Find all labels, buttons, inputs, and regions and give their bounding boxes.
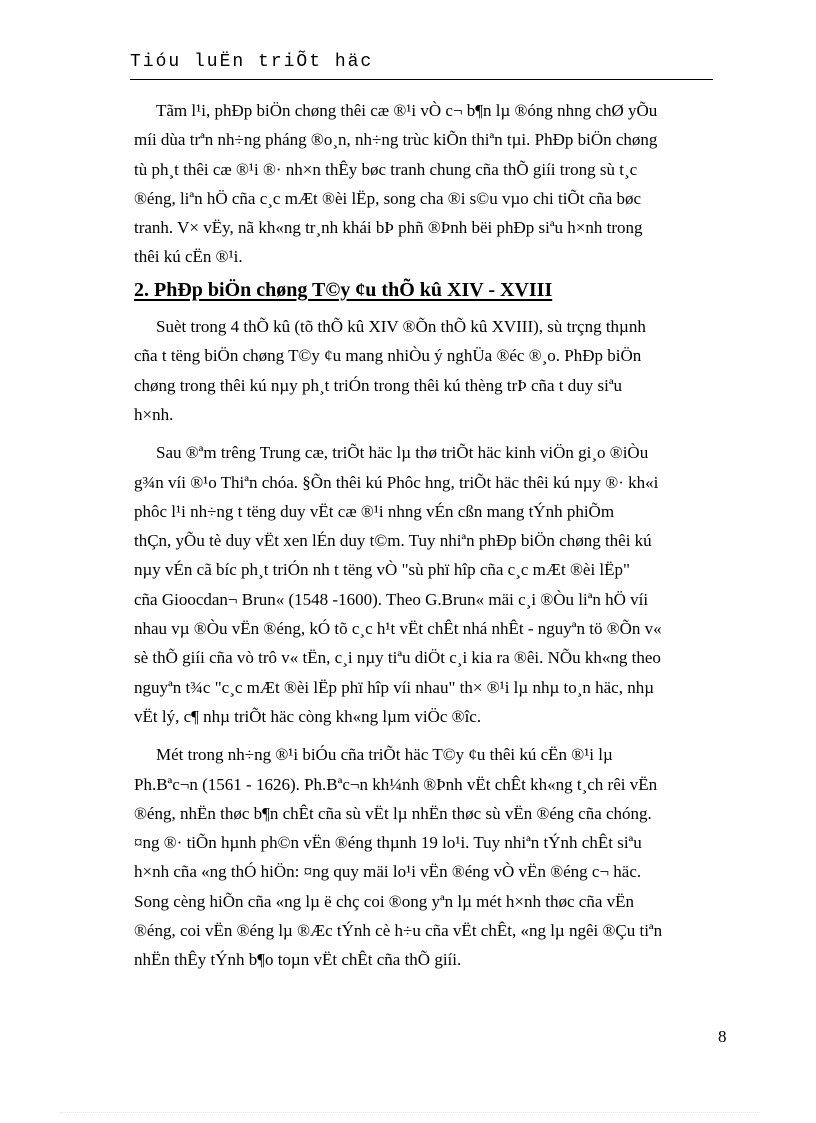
- section-heading: 2. PhÐp biÖn chøng T©y ¢u thÕ kû XIV - XVIII: [134, 278, 553, 301]
- paragraph: [134, 96, 724, 272]
- text-line: h×nh cña «ng thÓ hiÖn: ¤ng quy mäi lo¹i vËn ®éng vÒ vËn ®éng c¬ häc.: [134, 862, 642, 882]
- text-line: h×nh.: [134, 404, 174, 424]
- text-line: ®éng, liªn hÖ cña c¸c mÆt ®èi lËp, song cha ®i s©u vµo chi tiÕt cña bøc: [134, 188, 642, 208]
- text-line: sè thÕ giíi cña vò trô v« tËn, c¸i nµy tiªu diÖt c¸i kia ra ®êi. NÕu kh«ng theo: [134, 648, 661, 668]
- text-line: Tãm l¹i, phÐp biÖn chøng thêi cæ ®¹i vÒ c¬ b¶n lµ ®óng nhng chØ yÕu: [156, 101, 658, 120]
- header-rule: [130, 79, 713, 80]
- text-line: tù ph¸t thêi cæ ®¹i ®· nh×n thÊy bøc tranh chung cña thÕ giíi trong sù t¸c: [134, 159, 638, 179]
- text-line: g¾n víi ®¹o Thiªn chóa. §Õn thêi kú Phôc hng, triÕt häc thêi kú nµy ®· kh«i: [134, 472, 659, 492]
- text-line: chøng trong thêi kú nµy ph¸t triÓn trong thêi kú thèng trÞ cña t duy siªu: [134, 375, 623, 395]
- text-line: tranh. V× vËy, nã kh«ng tr¸nh khái bÞ phñ ®Þnh bëi phÐp siªu h×nh trong: [134, 218, 643, 238]
- text-line: ®éng, coi vËn ®éng lµ ®Æc tÝnh cè h÷u cña vËt chÊt, «ng lµ ngêi ®Çu tiªn: [134, 921, 663, 941]
- paragraph: [134, 740, 724, 974]
- text-line: nguyªn t¾c "c¸c mÆt ®èi lËp phï hîp víi nhau" th× ®¹i lµ nhµ to¸n häc, nhµ: [134, 677, 655, 697]
- page-number: 8: [718, 1027, 727, 1046]
- text-line: ¤ng ®· tiÕn hµnh ph©n vËn ®éng thµnh 19 lo¹i. Tuy nhiªn tÝnh chÊt siªu: [134, 833, 642, 853]
- bottom-divider: [60, 1112, 760, 1113]
- text-line: phôc l¹i nh÷ng t tëng duy vËt cæ ®¹i nhng vÉn cßn mang tÝnh phiÕm: [134, 501, 615, 521]
- text-line: míi dùa trªn nh÷ng pháng ®o¸n, nh÷ng trùc kiÕn thiªn tµi. PhÐp biÖn chøng: [134, 130, 658, 150]
- text-line: Ph.Bªc¬n (1561 - 1626). Ph.Bªc¬n kh¼nh ®Þnh vËt chÊt kh«ng t¸ch rêi vËn: [134, 774, 658, 794]
- text-line: cña Gioocdan¬ Brun« (1548 -1600). Theo G.Brun« mäi c¸i ®Òu liªn hÖ víi: [134, 589, 649, 609]
- text-line: Song cèng hiÕn cña «ng lµ ë chç coi ®ong yªn lµ mét h×nh thøc cña vËn: [134, 891, 635, 911]
- text-line: Mét trong nh÷ng ®¹i biÓu cña triÕt häc T©y ¢u thêi kú cËn ®¹i lµ: [156, 745, 613, 765]
- paragraph: [134, 438, 724, 731]
- text-line: thÇn, yÕu tè duy vËt xen lÉn duy t©m. Tuy nhiªn phÐp biÖn chøng thêi kú: [134, 531, 652, 551]
- body-text: [134, 96, 724, 975]
- text-line: vËt lý, c¶ nhµ triÕt häc còng kh«ng lµm viÖc ®îc.: [134, 706, 482, 726]
- text-line: ®éng, nhËn thøc b¶n chÊt cña sù vËt lµ nhËn thøc sù vËn ®éng cña chóng.: [134, 803, 652, 823]
- text-line: thêi kú cËn ®¹i.: [134, 247, 243, 267]
- running-header: Tióu luËn triÕt häc: [130, 52, 374, 72]
- text-line: nhau vµ ®Òu vËn ®éng, kÓ tõ c¸c h¹t vËt chÊt nhá nhÊt - nguyªn tö ®Õn v«: [134, 619, 662, 639]
- text-line: cña t tëng biÖn chøng T©y ¢u mang nhiÒu ý nghÜa ®éc ®¸o. PhÐp biÖn: [134, 346, 642, 366]
- paragraph: [134, 312, 724, 429]
- text-line: Suèt trong 4 thÕ kû (tõ thÕ kû XIV ®Õn thÕ kû XVIII), sù trçng thµnh: [156, 317, 646, 337]
- text-line: nµy vÉn cã bíc ph¸t triÓn nh t tëng vÒ "sù phï hîp cña c¸c mÆt ®èi lËp": [134, 560, 630, 580]
- text-line: nhËn thÊy tÝnh b¶o toµn vËt chÊt cña thÕ giíi.: [134, 950, 462, 970]
- text-line: Sau ®ªm trêng Trung cæ, triÕt häc lµ thø triÕt häc kinh viÖn gi¸o ®iÒu: [156, 443, 649, 463]
